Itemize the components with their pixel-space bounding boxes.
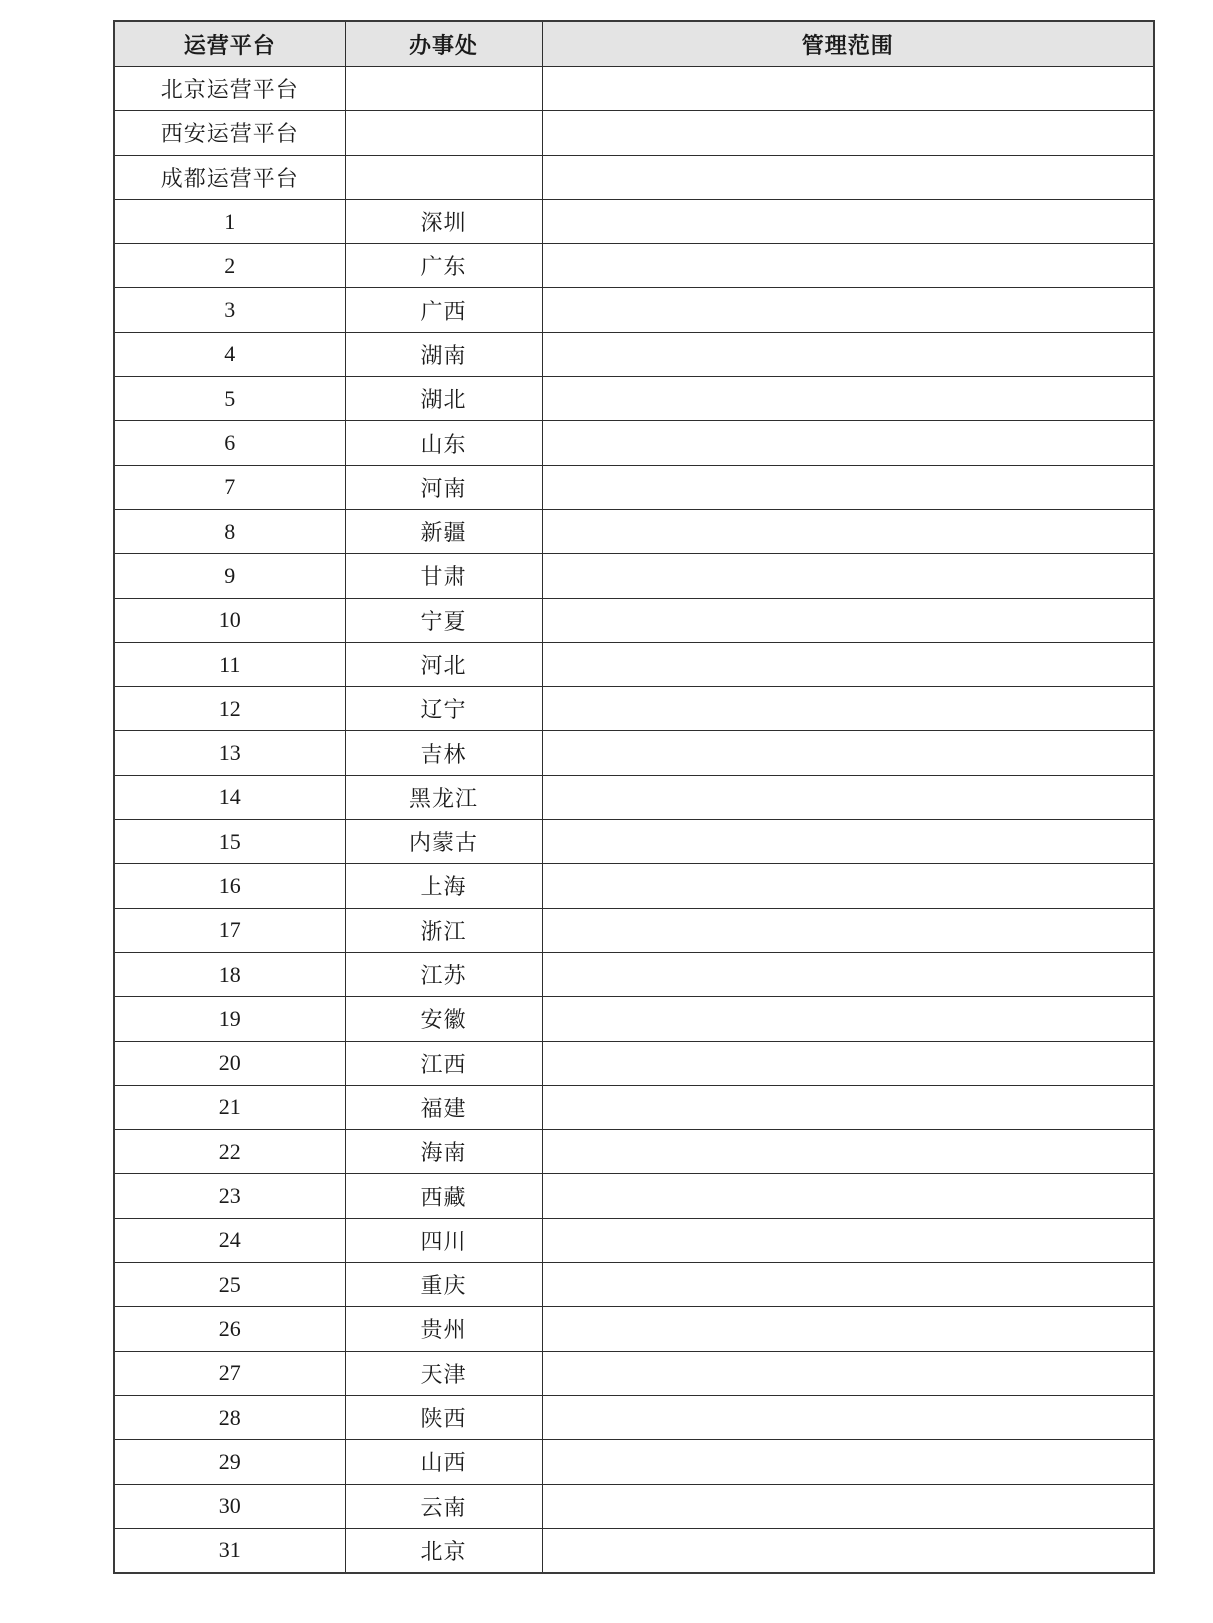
table-row xyxy=(114,1130,1154,1174)
cell-office: 甘肃 xyxy=(345,554,542,598)
cell-office: 江西 xyxy=(345,1041,542,1085)
cell-platform: 14 xyxy=(114,775,345,819)
cell-scope xyxy=(542,509,1154,553)
cell-office: 云南 xyxy=(345,1484,542,1528)
cell-platform: 15 xyxy=(114,820,345,864)
table-row xyxy=(114,997,1154,1041)
cell-scope xyxy=(542,1484,1154,1528)
table-row xyxy=(114,775,1154,819)
cell-scope xyxy=(542,332,1154,376)
cell-scope xyxy=(542,1395,1154,1439)
cell-platform: 9 xyxy=(114,554,345,598)
cell-platform: 30 xyxy=(114,1484,345,1528)
table-row xyxy=(114,67,1154,111)
cell-office: 深圳 xyxy=(345,199,542,243)
cell-platform: 28 xyxy=(114,1395,345,1439)
table-row xyxy=(114,598,1154,642)
table-row xyxy=(114,687,1154,731)
cell-platform: 4 xyxy=(114,332,345,376)
cell-office: 浙江 xyxy=(345,908,542,952)
table-row xyxy=(114,199,1154,243)
table-row xyxy=(114,908,1154,952)
cell-scope xyxy=(542,1085,1154,1129)
cell-scope xyxy=(542,67,1154,111)
cell-platform: 成都运营平台 xyxy=(114,155,345,199)
cell-platform: 13 xyxy=(114,731,345,775)
cell-platform: 21 xyxy=(114,1085,345,1129)
table-row xyxy=(114,509,1154,553)
table-row xyxy=(114,1528,1154,1573)
table-row xyxy=(114,1440,1154,1484)
cell-office xyxy=(345,155,542,199)
cell-platform: 17 xyxy=(114,908,345,952)
table-row xyxy=(114,465,1154,509)
cell-scope xyxy=(542,1351,1154,1395)
cell-office: 安徽 xyxy=(345,997,542,1041)
cell-scope xyxy=(542,864,1154,908)
cell-office: 黑龙江 xyxy=(345,775,542,819)
cell-scope xyxy=(542,1263,1154,1307)
cell-scope xyxy=(542,111,1154,155)
cell-office: 天津 xyxy=(345,1351,542,1395)
cell-platform: 7 xyxy=(114,465,345,509)
cell-platform: 西安运营平台 xyxy=(114,111,345,155)
cell-office: 内蒙古 xyxy=(345,820,542,864)
cell-scope xyxy=(542,731,1154,775)
cell-scope xyxy=(542,155,1154,199)
cell-platform: 16 xyxy=(114,864,345,908)
cell-office: 重庆 xyxy=(345,1263,542,1307)
table-row xyxy=(114,864,1154,908)
cell-scope xyxy=(542,1307,1154,1351)
table-row xyxy=(114,1263,1154,1307)
cell-office: 吉林 xyxy=(345,731,542,775)
cell-scope xyxy=(542,1041,1154,1085)
cell-office: 新疆 xyxy=(345,509,542,553)
cell-office: 山东 xyxy=(345,421,542,465)
cell-scope xyxy=(542,642,1154,686)
cell-platform: 1 xyxy=(114,199,345,243)
cell-platform: 6 xyxy=(114,421,345,465)
document-page xyxy=(113,20,1153,1574)
cell-platform: 18 xyxy=(114,952,345,996)
cell-scope xyxy=(542,820,1154,864)
cell-office: 贵州 xyxy=(345,1307,542,1351)
cell-platform: 10 xyxy=(114,598,345,642)
table-row xyxy=(114,1041,1154,1085)
table-row xyxy=(114,111,1154,155)
cell-platform: 19 xyxy=(114,997,345,1041)
cell-platform: 26 xyxy=(114,1307,345,1351)
cell-scope xyxy=(542,554,1154,598)
cell-office: 广东 xyxy=(345,244,542,288)
cell-platform: 24 xyxy=(114,1218,345,1262)
cell-scope xyxy=(542,288,1154,332)
table-row xyxy=(114,642,1154,686)
header-row xyxy=(114,21,1154,67)
table-row xyxy=(114,820,1154,864)
cell-scope xyxy=(542,908,1154,952)
cell-office: 宁夏 xyxy=(345,598,542,642)
cell-office: 上海 xyxy=(345,864,542,908)
cell-office: 陕西 xyxy=(345,1395,542,1439)
cell-scope xyxy=(542,598,1154,642)
table-row xyxy=(114,377,1154,421)
cell-office: 广西 xyxy=(345,288,542,332)
cell-office: 湖北 xyxy=(345,377,542,421)
table-row xyxy=(114,1307,1154,1351)
cell-platform: 8 xyxy=(114,509,345,553)
cell-platform: 22 xyxy=(114,1130,345,1174)
table-row xyxy=(114,332,1154,376)
cell-scope xyxy=(542,1528,1154,1573)
cell-scope xyxy=(542,465,1154,509)
cell-platform: 25 xyxy=(114,1263,345,1307)
cell-office: 河北 xyxy=(345,642,542,686)
cell-office xyxy=(345,67,542,111)
table-row xyxy=(114,731,1154,775)
cell-scope xyxy=(542,775,1154,819)
cell-scope xyxy=(542,997,1154,1041)
cell-office: 四川 xyxy=(345,1218,542,1262)
table-row xyxy=(114,952,1154,996)
cell-scope xyxy=(542,244,1154,288)
table-row xyxy=(114,1218,1154,1262)
cell-platform: 北京运营平台 xyxy=(114,67,345,111)
table-row xyxy=(114,554,1154,598)
cell-scope xyxy=(542,1174,1154,1218)
cell-scope xyxy=(542,952,1154,996)
cell-office: 北京 xyxy=(345,1528,542,1573)
table-row xyxy=(114,1085,1154,1129)
cell-platform: 29 xyxy=(114,1440,345,1484)
cell-platform: 11 xyxy=(114,642,345,686)
cell-office: 辽宁 xyxy=(345,687,542,731)
cell-scope xyxy=(542,687,1154,731)
table-body xyxy=(114,67,1154,1574)
cell-office: 江苏 xyxy=(345,952,542,996)
table-row xyxy=(114,1484,1154,1528)
header-office: 办事处 xyxy=(345,21,542,67)
cell-platform: 20 xyxy=(114,1041,345,1085)
cell-scope xyxy=(542,1440,1154,1484)
cell-scope xyxy=(542,1218,1154,1262)
header-platform: 运营平台 xyxy=(114,21,345,67)
header-scope: 管理范围 xyxy=(542,21,1154,67)
cell-scope xyxy=(542,377,1154,421)
cell-office: 河南 xyxy=(345,465,542,509)
cell-office: 湖南 xyxy=(345,332,542,376)
cell-office xyxy=(345,111,542,155)
office-scope-table xyxy=(113,20,1155,1574)
table-row xyxy=(114,155,1154,199)
cell-platform: 27 xyxy=(114,1351,345,1395)
table-row xyxy=(114,1174,1154,1218)
table-row xyxy=(114,421,1154,465)
table-row xyxy=(114,288,1154,332)
cell-platform: 2 xyxy=(114,244,345,288)
table-row xyxy=(114,1351,1154,1395)
cell-scope xyxy=(542,199,1154,243)
table-row xyxy=(114,244,1154,288)
cell-scope xyxy=(542,1130,1154,1174)
cell-platform: 3 xyxy=(114,288,345,332)
cell-office: 福建 xyxy=(345,1085,542,1129)
cell-platform: 5 xyxy=(114,377,345,421)
cell-platform: 12 xyxy=(114,687,345,731)
table-row xyxy=(114,1395,1154,1439)
table-header xyxy=(114,21,1154,67)
cell-platform: 23 xyxy=(114,1174,345,1218)
cell-scope xyxy=(542,421,1154,465)
cell-office: 西藏 xyxy=(345,1174,542,1218)
cell-office: 山西 xyxy=(345,1440,542,1484)
cell-platform: 31 xyxy=(114,1528,345,1573)
cell-office: 海南 xyxy=(345,1130,542,1174)
